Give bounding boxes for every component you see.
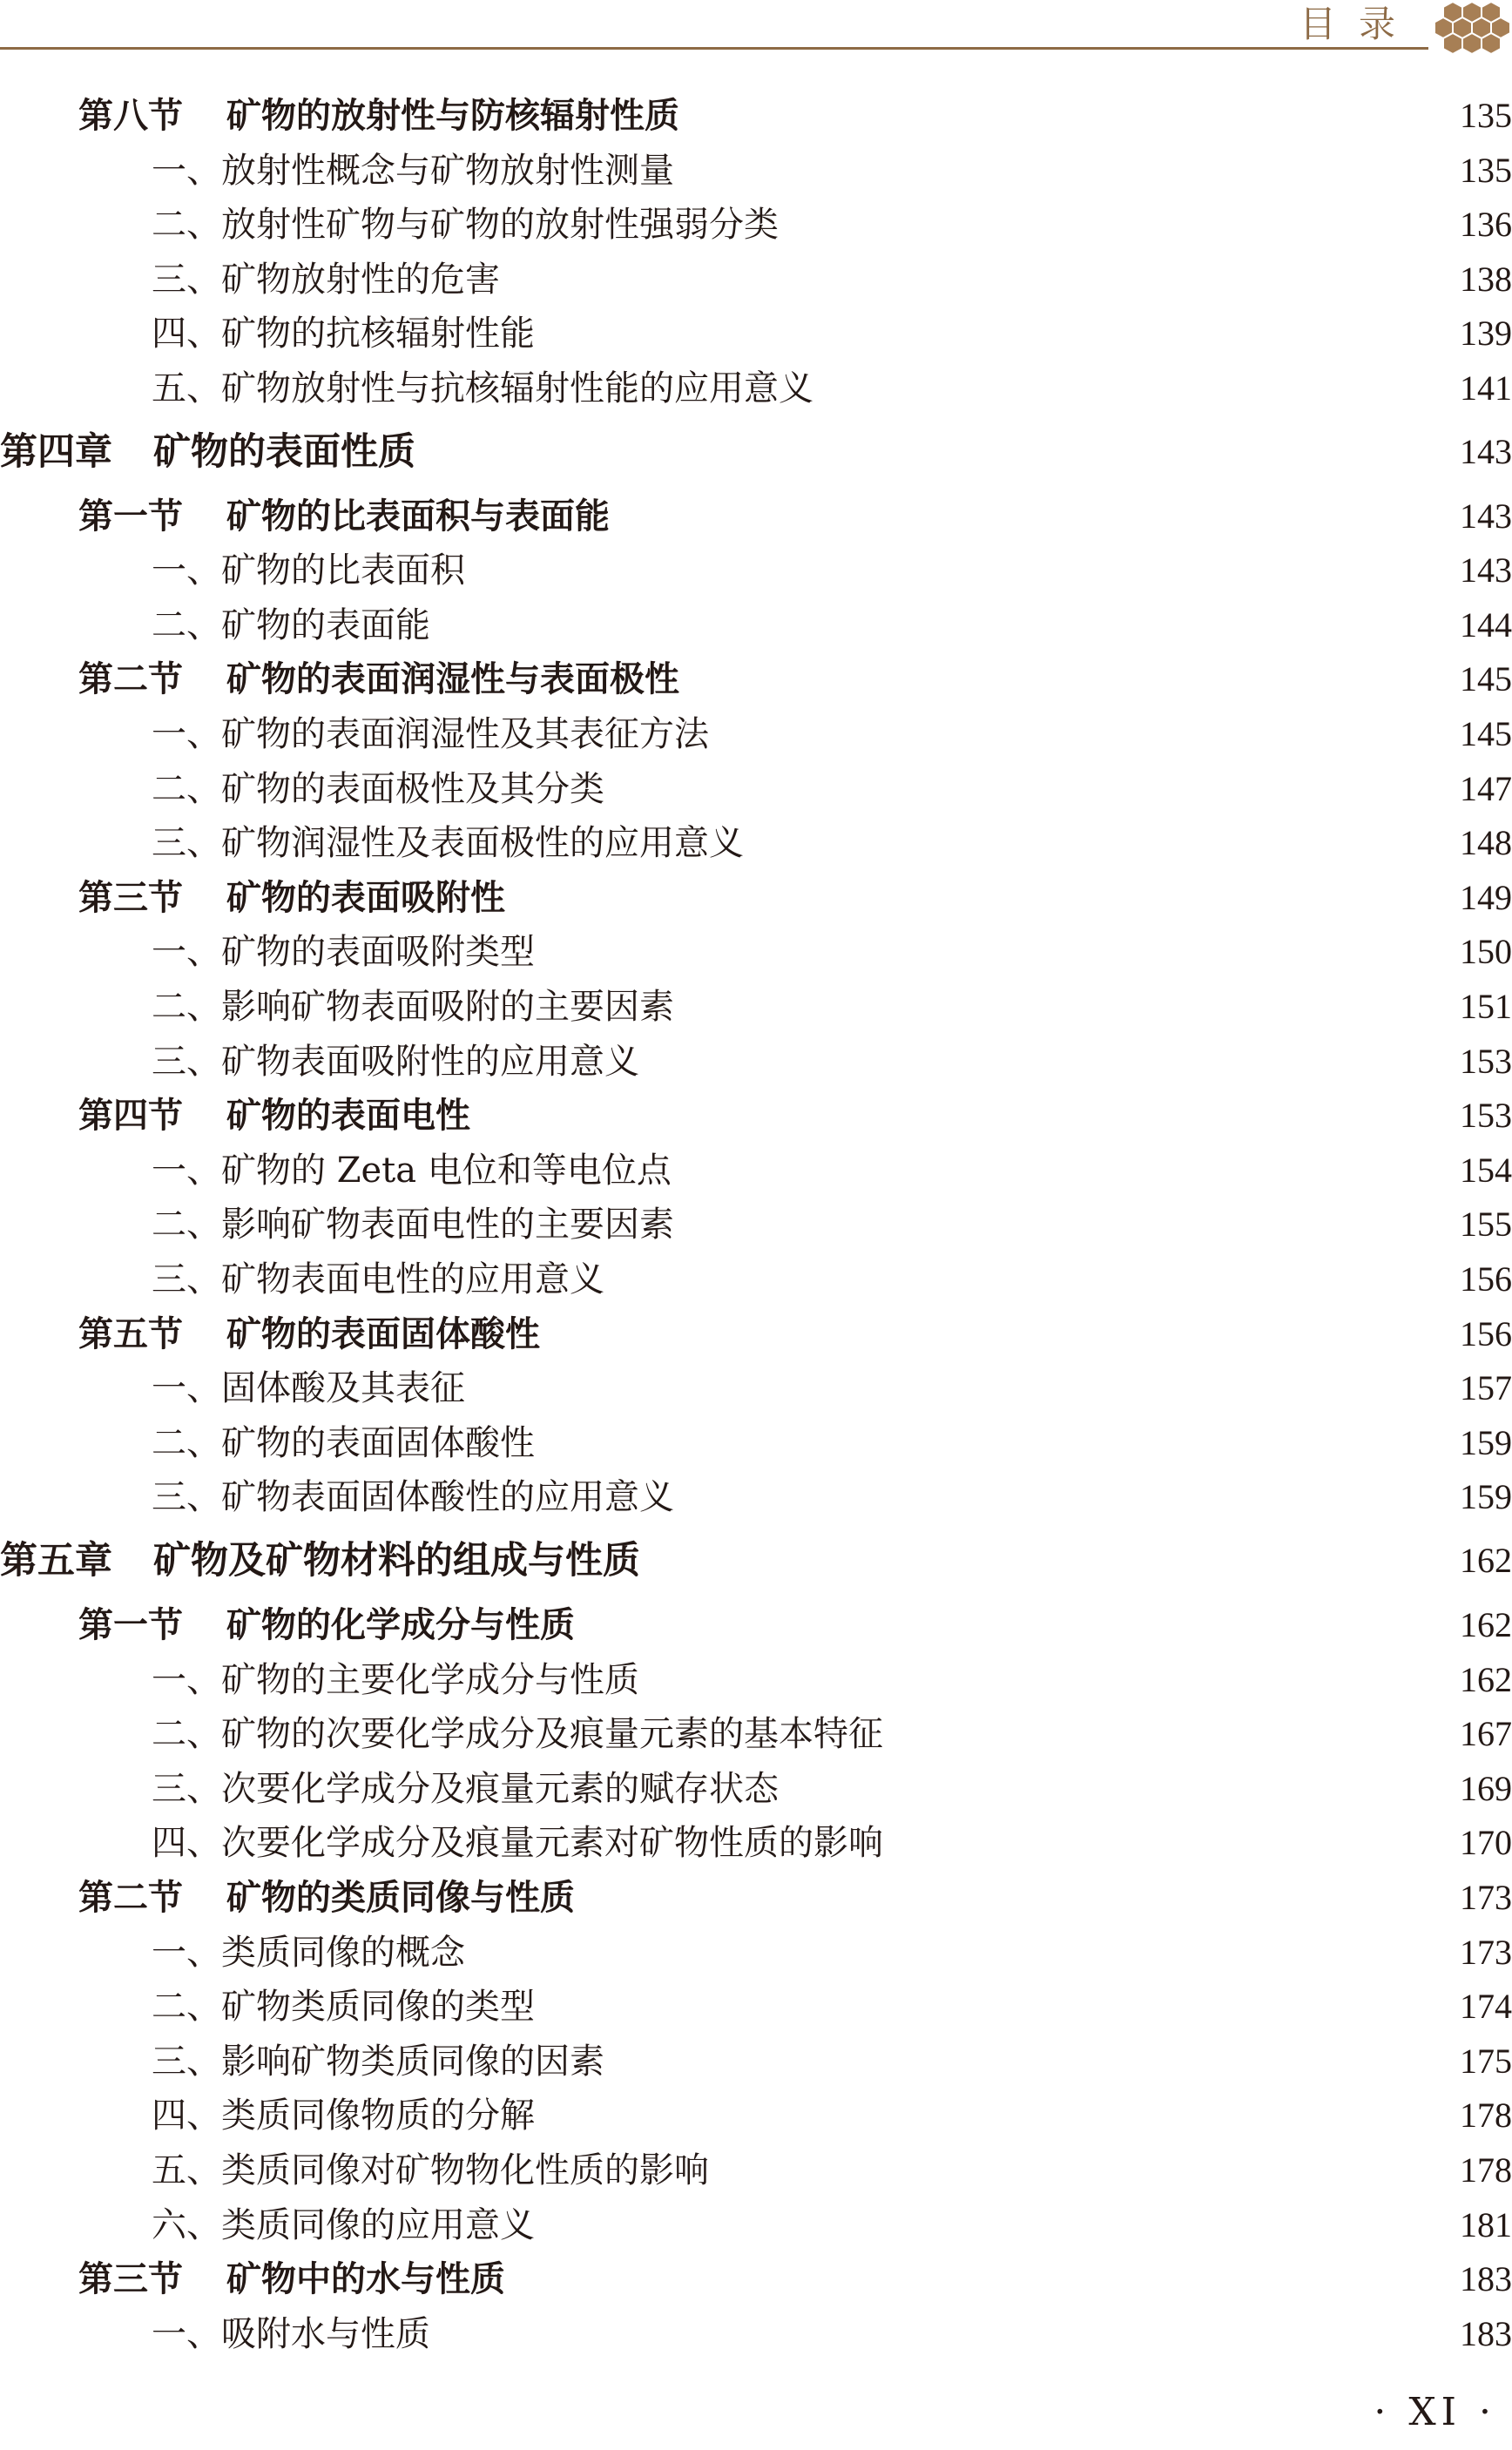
- toc-entry-label: [0, 544, 465, 597]
- dot-leader: [908, 1817, 1427, 1869]
- toc-entry-page: 153: [1460, 1041, 1512, 1081]
- toc-entry-title: 矿物的表面性质: [153, 429, 415, 474]
- toc-entry-title: 类质同像的概念: [221, 1932, 465, 1973]
- toc-entry-item[interactable]: [0, 1362, 1512, 1414]
- toc-entry-section[interactable]: [0, 1599, 1512, 1651]
- toc-entry-title: 矿物的表面吸附性: [226, 877, 505, 918]
- dot-leader: [699, 981, 1427, 1033]
- toc-entry-number: 第二节: [78, 1878, 183, 1918]
- toc-entry-label: [0, 1708, 883, 1760]
- toc-entry-item[interactable]: [0, 1417, 1512, 1469]
- toc-entry-page: 145: [1460, 714, 1512, 753]
- dot-leader: [629, 763, 1427, 815]
- toc-entry-title: 矿物及矿物材料的组成与性质: [153, 1539, 640, 1583]
- toc-entry-chapter[interactable]: [0, 426, 1512, 478]
- page-number: · XI ·: [1374, 2390, 1496, 2434]
- dot-leader: [495, 1090, 1427, 1142]
- toc-entry-page: 156: [1460, 1313, 1512, 1353]
- toc-entry-number: 三、: [152, 1477, 221, 1518]
- dot-leader: [559, 926, 1427, 978]
- toc-entry-item[interactable]: [0, 1708, 1512, 1760]
- toc-entry-page: 147: [1460, 768, 1512, 808]
- toc-entry-number: 第一节: [78, 1605, 183, 1645]
- toc-entry-number: 一、: [152, 1150, 221, 1191]
- toc-entry-page: 174: [1460, 1987, 1512, 2027]
- toc-entry-label: [0, 1362, 465, 1414]
- toc-entry-title: 矿物的表面固体酸性: [221, 1422, 535, 1463]
- toc-entry-number: 六、: [152, 2204, 221, 2245]
- toc-entry-item[interactable]: [0, 708, 1512, 760]
- toc-entry-item[interactable]: [0, 599, 1512, 651]
- toc-entry-item[interactable]: [0, 2199, 1512, 2251]
- toc-entry-page: 141: [1460, 368, 1512, 408]
- toc-entry-title: 矿物的表面能: [221, 604, 430, 645]
- toc-entry-number: 二、: [152, 1987, 221, 2028]
- toc-entry-number: 三、: [152, 259, 221, 300]
- toc-entry-item[interactable]: [0, 763, 1512, 815]
- toc-entry-label: [0, 981, 674, 1033]
- toc-entry-label: [0, 1981, 535, 2033]
- toc-entry-page: 170: [1460, 1823, 1512, 1863]
- toc-entry-section[interactable]: [0, 1090, 1512, 1142]
- toc-entry-title: 矿物的表面润湿性与表面极性: [226, 659, 679, 700]
- toc-entry-title: 矿物润湿性及表面极性的应用意义: [221, 823, 744, 864]
- toc-entry-title: 矿物的比表面积: [221, 550, 465, 591]
- toc-entry-number: 一、: [152, 1659, 221, 1700]
- toc-entry-item[interactable]: [0, 1981, 1512, 2033]
- toc-entry-number: 二、: [152, 1422, 221, 1463]
- toc-entry-number: 一、: [152, 932, 221, 973]
- toc-entry-number: 第八节: [78, 96, 183, 136]
- toc-entry-title: 放射性矿物与矿物的放射性强弱分类: [221, 205, 779, 246]
- toc-entry-number: 二、: [152, 1714, 221, 1755]
- toc-entry-title: 影响矿物表面吸附的主要因素: [221, 987, 674, 1027]
- toc-entry-label: [0, 426, 415, 478]
- dot-leader: [665, 1535, 1427, 1587]
- honeycomb-icon: [1435, 0, 1512, 54]
- toc-entry-number: 一、: [152, 1932, 221, 1973]
- toc-entry-page: 162: [1460, 1659, 1512, 1699]
- toc-entry-section[interactable]: [0, 1872, 1512, 1924]
- dot-leader: [559, 1417, 1427, 1469]
- dot-leader: [455, 2308, 1427, 2360]
- toc-entry-item[interactable]: [0, 544, 1512, 597]
- toc-entry-title: 矿物放射性的危害: [221, 259, 500, 300]
- dot-leader: [629, 2035, 1427, 2088]
- toc-entry-page: 178: [1460, 2150, 1512, 2190]
- toc-entry-page: 135: [1460, 150, 1512, 190]
- toc-entry-section[interactable]: [0, 490, 1512, 543]
- toc-entry-label: [0, 1417, 535, 1469]
- toc-entry-label: [0, 817, 744, 869]
- toc-entry-chapter[interactable]: [0, 1535, 1512, 1587]
- toc-entry-number: 二、: [152, 1205, 221, 1245]
- toc-entry-label: [0, 1599, 575, 1651]
- toc-entry-page: 143: [1460, 496, 1512, 536]
- toc-entry-page: 143: [1460, 550, 1512, 591]
- toc-entry-label: [0, 1144, 672, 1197]
- toc-entry-item[interactable]: [0, 2035, 1512, 2088]
- toc-entry-number: 四、: [152, 314, 221, 354]
- dot-leader: [629, 1253, 1427, 1306]
- toc-entry-page: 157: [1460, 1368, 1512, 1408]
- toc-entry-item[interactable]: [0, 145, 1512, 197]
- toc-entry-page: 148: [1460, 823, 1512, 863]
- toc-entry-number: 第五章: [0, 1539, 112, 1583]
- toc-entry-label: [0, 2144, 709, 2197]
- toc-entry-label: [0, 653, 679, 705]
- dot-leader: [733, 2144, 1427, 2197]
- toc-entry-title: 矿物的比表面积与表面能: [226, 496, 610, 537]
- toc-entry-number: 二、: [152, 205, 221, 246]
- toc-entry-label: [0, 1927, 465, 1979]
- toc-entry-label: [0, 2308, 430, 2360]
- toc-entry-item[interactable]: [0, 362, 1512, 415]
- toc-entry-title: 放射性概念与矿物放射性测量: [221, 150, 674, 191]
- toc-entry-item[interactable]: [0, 1253, 1512, 1306]
- toc-entry-page: 181: [1460, 2204, 1512, 2244]
- toc-entry-title: 次要化学成分及痕量元素对矿物性质的影响: [221, 1823, 883, 1864]
- toc-entry-number: 一、: [152, 714, 221, 754]
- toc-entry-item[interactable]: [0, 1927, 1512, 1979]
- toc-entry-label: [0, 708, 709, 760]
- toc-entry-number: 三、: [152, 1041, 221, 1082]
- toc-entry-page: 145: [1460, 659, 1512, 699]
- toc-entry-label: [0, 872, 505, 924]
- toc-entry-title: 矿物的化学成分与性质: [226, 1605, 575, 1645]
- toc-entry-title: 矿物类质同像的类型: [221, 1987, 535, 2028]
- toc-entry-label: [0, 1763, 779, 1815]
- toc-entry-page: 143: [1460, 431, 1512, 471]
- dot-leader: [440, 426, 1427, 478]
- toc-entry-label: [0, 1471, 674, 1523]
- toc-entry-title: 类质同像对矿物物化性质的影响: [221, 2150, 709, 2190]
- toc-entry-label: [0, 145, 674, 197]
- toc-entry-label: [0, 253, 500, 306]
- toc-entry-page: 173: [1460, 1932, 1512, 1972]
- dot-leader: [634, 490, 1427, 543]
- dot-leader: [733, 708, 1427, 760]
- toc-entry-label: [0, 1535, 640, 1587]
- toc-entry-label: [0, 1090, 470, 1142]
- dot-leader: [489, 544, 1427, 597]
- toc-entry-number: 二、: [152, 604, 221, 645]
- toc-entry-page: 155: [1460, 1205, 1512, 1245]
- toc-entry-label: [0, 199, 779, 251]
- dot-leader: [704, 653, 1427, 705]
- toc-entry-item[interactable]: [0, 1144, 1512, 1197]
- toc-entry-page: 144: [1460, 604, 1512, 645]
- dot-leader: [559, 1981, 1427, 2033]
- toc-entry-label: [0, 1198, 674, 1251]
- toc-entry-page: 153: [1460, 1096, 1512, 1136]
- toc-entry-label: [0, 1817, 883, 1869]
- dot-leader: [559, 2199, 1427, 2251]
- toc-entry-item[interactable]: [0, 2089, 1512, 2142]
- dot-leader: [564, 1308, 1427, 1360]
- toc-entry-number: 一、: [152, 2313, 221, 2354]
- toc-entry-label: [0, 599, 430, 651]
- toc-entry-section[interactable]: [0, 90, 1512, 142]
- toc-entry-title: 矿物的 Zeta 电位和等电位点: [221, 1150, 672, 1191]
- toc-entry-page: 138: [1460, 259, 1512, 299]
- toc-entry-item[interactable]: [0, 199, 1512, 251]
- running-header: [0, 0, 1512, 56]
- toc-entry-label: [0, 1308, 540, 1360]
- toc-entry-title: 矿物的类质同像与性质: [226, 1878, 575, 1918]
- toc-entry-title: 次要化学成分及痕量元素的赋存状态: [221, 1768, 779, 1809]
- toc-entry-page: 135: [1460, 96, 1512, 135]
- dot-leader: [803, 1763, 1427, 1815]
- toc-entry-number: 一、: [152, 1368, 221, 1409]
- dot-leader: [524, 253, 1427, 306]
- dot-leader: [664, 1036, 1427, 1088]
- toc-entry-label: [0, 490, 610, 543]
- toc-entry-item[interactable]: [0, 1763, 1512, 1815]
- toc-entry-item[interactable]: [0, 1817, 1512, 1869]
- toc-entry-label: [0, 2253, 505, 2305]
- toc-entry-page: 173: [1460, 1878, 1512, 1917]
- toc-entry-label: [0, 307, 535, 360]
- toc-entry-title: 矿物中的水与性质: [226, 2259, 505, 2300]
- toc-entry-label: [0, 1036, 639, 1088]
- toc-entry-title: 影响矿物表面电性的主要因素: [221, 1205, 674, 1245]
- dot-leader: [530, 872, 1427, 924]
- toc-entry-page: 162: [1460, 1541, 1512, 1580]
- toc-entry-title: 矿物的表面润湿性及其表征方法: [221, 714, 709, 754]
- toc-entry-number: 五、: [152, 368, 221, 408]
- toc-entry-item[interactable]: [0, 2308, 1512, 2360]
- toc-entry-title: 吸附水与性质: [221, 2313, 430, 2354]
- header-title: 目录: [1299, 3, 1419, 45]
- toc-entry-item[interactable]: [0, 1654, 1512, 1706]
- toc-entry-number: 第一节: [78, 496, 183, 537]
- dot-leader: [838, 362, 1427, 415]
- dot-leader: [908, 1708, 1427, 1760]
- header-rule: [0, 47, 1428, 50]
- toc-entry-page: 136: [1460, 205, 1512, 245]
- toc-entry-number: 三、: [152, 2041, 221, 2082]
- dot-leader: [489, 1362, 1427, 1414]
- toc-entry-label: [0, 926, 535, 978]
- toc-entry-page: 162: [1460, 1605, 1512, 1644]
- toc-entry-page: 150: [1460, 932, 1512, 972]
- toc-entry-item[interactable]: [0, 1471, 1512, 1523]
- toc-entry-number: 第四章: [0, 429, 112, 474]
- toc-entry-title: 矿物的表面极性及其分类: [221, 768, 604, 809]
- dot-leader: [699, 1471, 1427, 1523]
- toc-entry-item[interactable]: [0, 926, 1512, 978]
- toc-entry-title: 矿物的表面电性: [226, 1096, 470, 1137]
- toc-entry-page: 149: [1460, 877, 1512, 917]
- dot-leader: [699, 145, 1427, 197]
- toc-entry-item[interactable]: [0, 1036, 1512, 1088]
- toc-entry-title: 矿物表面吸附性的应用意义: [221, 1041, 639, 1082]
- dot-leader: [530, 2253, 1427, 2305]
- toc-entry-label: [0, 2035, 604, 2088]
- toc-entry-title: 矿物的主要化学成分与性质: [221, 1659, 639, 1700]
- toc-entry-number: 五、: [152, 2150, 221, 2190]
- dot-leader: [559, 307, 1427, 360]
- toc-entry-title: 矿物表面电性的应用意义: [221, 1259, 604, 1299]
- toc-entry-item[interactable]: [0, 817, 1512, 869]
- toc-entry-number: 二、: [152, 987, 221, 1027]
- toc-entry-title: 类质同像的应用意义: [221, 2204, 535, 2245]
- toc-entry-section[interactable]: [0, 1308, 1512, 1360]
- toc-entry-number: 三、: [152, 1259, 221, 1299]
- toc-entry-page: 178: [1460, 2096, 1512, 2136]
- toc-entry-item[interactable]: [0, 2144, 1512, 2197]
- dot-leader: [803, 199, 1427, 251]
- toc-entry-page: 183: [1460, 2313, 1512, 2353]
- toc-entry-title: 固体酸及其表征: [221, 1368, 465, 1409]
- toc-entry-number: 四、: [152, 2096, 221, 2136]
- toc-entry-item[interactable]: [0, 307, 1512, 360]
- dot-leader: [489, 1927, 1427, 1979]
- toc-entry-title: 影响矿物类质同像的因素: [221, 2041, 604, 2082]
- toc-entry-page: 167: [1460, 1714, 1512, 1754]
- toc-entry-number: 三、: [152, 823, 221, 864]
- toc-entry-label: [0, 90, 679, 142]
- toc-entry-page: 159: [1460, 1422, 1512, 1462]
- toc-entry-page: 175: [1460, 2041, 1512, 2081]
- toc-entry-number: 第四节: [78, 1096, 183, 1137]
- toc-entry-label: [0, 2089, 535, 2142]
- toc-entry-title: 类质同像物质的分解: [221, 2096, 535, 2136]
- toc-entry-label: [0, 1253, 604, 1306]
- toc-entry-title: 矿物的抗核辐射性能: [221, 314, 535, 354]
- toc-entry-page: 159: [1460, 1477, 1512, 1517]
- dot-leader: [696, 1144, 1427, 1197]
- toc-entry-page: 183: [1460, 2259, 1512, 2299]
- dot-leader: [768, 817, 1427, 869]
- toc-entry-title: 矿物的放射性与防核辐射性质: [226, 96, 679, 136]
- toc-entry-number: 四、: [152, 1823, 221, 1864]
- dot-leader: [599, 1599, 1427, 1651]
- toc-entry-number: 第五节: [78, 1313, 183, 1354]
- toc-entry-title: 矿物表面固体酸性的应用意义: [221, 1477, 674, 1518]
- toc-entry-page: 151: [1460, 987, 1512, 1026]
- dot-leader: [699, 1198, 1427, 1251]
- toc-entry-number: 三、: [152, 1768, 221, 1809]
- toc-entry-item[interactable]: [0, 253, 1512, 306]
- toc-entry-label: [0, 763, 604, 815]
- dot-leader: [704, 90, 1427, 142]
- dot-leader: [455, 599, 1427, 651]
- toc-entry-title: 矿物的表面吸附类型: [221, 932, 535, 973]
- toc-entry-page: 169: [1460, 1768, 1512, 1808]
- toc-entry-number: 第三节: [78, 2259, 183, 2300]
- toc-entry-number: 一、: [152, 550, 221, 591]
- toc-entry-section[interactable]: [0, 2253, 1512, 2305]
- toc-entry-title: 矿物的表面固体酸性: [226, 1313, 540, 1354]
- toc-entry-title: 矿物放射性与抗核辐射性能的应用意义: [221, 368, 813, 408]
- toc-entry-section[interactable]: [0, 653, 1512, 705]
- toc-entry-item[interactable]: [0, 1198, 1512, 1251]
- toc-entry-number: 二、: [152, 768, 221, 809]
- toc-entry-number: 一、: [152, 150, 221, 191]
- dot-leader: [664, 1654, 1427, 1706]
- toc-entry-number: 第三节: [78, 877, 183, 918]
- toc-entry-label: [0, 2199, 535, 2251]
- toc-entry-label: [0, 362, 813, 415]
- dot-leader: [559, 2089, 1427, 2142]
- toc-entry-label: [0, 1872, 575, 1924]
- dot-leader: [599, 1872, 1427, 1924]
- toc-entry-title: 矿物的次要化学成分及痕量元素的基本特征: [221, 1714, 883, 1755]
- toc-entry-page: 139: [1460, 314, 1512, 354]
- toc-entry-item[interactable]: [0, 981, 1512, 1033]
- toc-entry-page: 154: [1460, 1150, 1512, 1190]
- toc-entry-number: 第二节: [78, 659, 183, 700]
- toc-entry-label: [0, 1654, 639, 1706]
- toc-entry-page: 156: [1460, 1259, 1512, 1299]
- toc-entry-section[interactable]: [0, 872, 1512, 924]
